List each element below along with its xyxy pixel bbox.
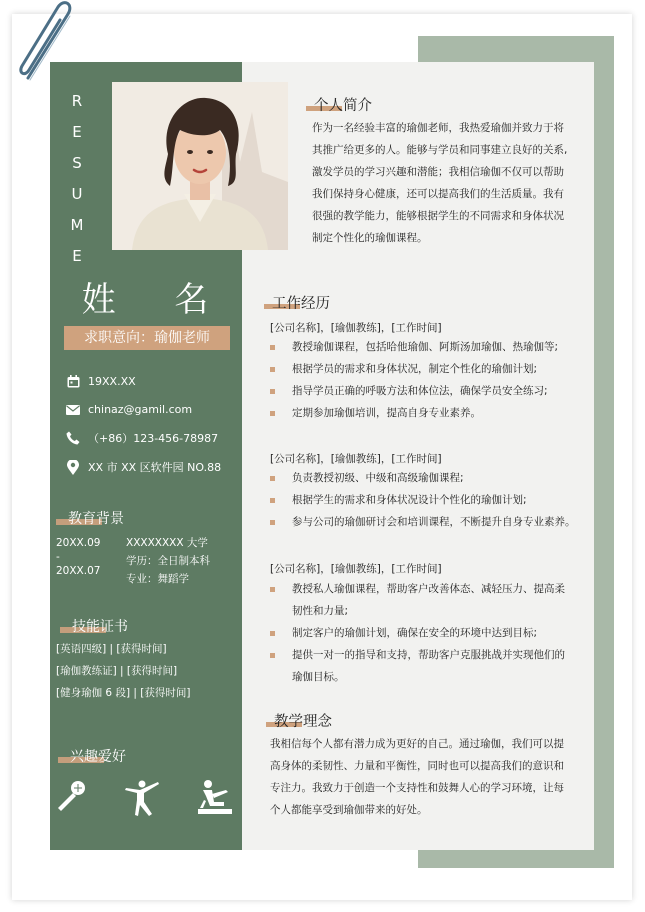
phone-text: （+86）123-456-78987: [88, 432, 219, 445]
education-dates: [56, 534, 100, 580]
contact-birthdate: [64, 375, 136, 388]
contact-address: [64, 459, 221, 475]
paperclip-icon: [8, 0, 78, 84]
intro-section-title: 个人简介: [314, 94, 372, 115]
work-section-title: 工作经历: [272, 292, 330, 313]
job-intent-badge: 求职意向：瑜伽老师: [64, 326, 230, 350]
education-section-title: 教育背景: [68, 508, 124, 528]
resume-letter: E: [72, 123, 82, 141]
birthdate-text: 19XX.XX: [88, 375, 136, 388]
edu-degree: 学历：全日制本科: [126, 555, 210, 567]
address-text: XX 市 XX 区软件园 NO.88: [88, 461, 222, 474]
email-text: chinaz@gamil.com: [88, 403, 193, 416]
skill-item: [英语四级] | [获得时间]: [56, 643, 167, 655]
job-header: [公司名称]，[瑜伽教练]，[工作时间]: [270, 322, 442, 334]
profile-photo: [112, 82, 288, 250]
job-bullet: 根据学员的需求和身体状况，制定个性化的瑜伽计划;: [270, 358, 586, 380]
edu-date-end: 20XX.07: [56, 565, 101, 577]
dance-icon: [122, 778, 162, 818]
job-bullet: 制定客户的瑜伽计划，确保在安全的环境中达到目标;: [270, 622, 586, 644]
job-bullet: 参与公司的瑜伽研讨会和培训课程，不断提升自身专业素养。: [270, 511, 586, 533]
job-bullet: 指导学员正确的呼吸方法和体位法，确保学员安全练习;: [270, 380, 586, 402]
contact-phone: [64, 430, 218, 446]
job-bullet: 根据学生的需求和身体状况设计个性化的瑜伽计划;: [270, 489, 586, 511]
resume-letter: M: [70, 216, 84, 234]
resume-letter: E: [72, 247, 82, 265]
job-bullet: 定期参加瑜伽培训，提高自身专业素养。: [270, 402, 586, 424]
job-bullet: 教授瑜伽课程，包括哈他瑜伽、阿斯汤加瑜伽、热瑜伽等;: [270, 336, 586, 358]
edu-date-sep: -: [56, 551, 60, 563]
location-icon: [64, 460, 82, 475]
job-header: [公司名称]，[瑜伽教练]，[工作时间]: [270, 453, 442, 465]
resume-letter: R: [71, 92, 83, 110]
job-bullet: 教授私人瑜伽课程，帮助客户改善体态、减轻压力、提高柔 韧性和力量;: [270, 578, 586, 622]
job-bullet: 提供一对一的指导和支持，帮助客户克服挑战并实现他们的 瑜伽目标。: [270, 644, 586, 688]
skill-item: [瑜伽教练证] | [获得时间]: [56, 665, 178, 677]
education-details: [126, 534, 210, 588]
phone-icon: [64, 431, 82, 445]
skills-section-title: 技能证书: [72, 616, 128, 636]
reading-icon: [194, 778, 234, 818]
resume-letter: S: [72, 154, 82, 172]
hobby-icons: [54, 778, 234, 818]
calendar-icon: [64, 375, 82, 388]
mail-icon: [64, 405, 82, 415]
edu-school: XXXXXXXX 大学: [126, 537, 208, 549]
contact-email: [64, 403, 192, 416]
philosophy-section-title: 教学理念: [274, 710, 332, 731]
edu-major: 专业：舞蹈学: [126, 573, 189, 585]
resume-vertical-label: [66, 86, 88, 272]
candidate-name: 姓 名: [81, 280, 233, 320]
resume-letter: U: [71, 185, 83, 203]
hobbies-section-title: 兴趣爱好: [70, 746, 126, 766]
philosophy-text: 我相信每个人都有潜力成为更好的自己。通过瑜伽，我们可以提 高身体的柔韧性、力量和平衡性，同时也可以提高我们的意识和 专注力。我致力于创造一个支持性和鼓舞人心的学习环境，让每 个人都能享受到瑜伽带来的好处。: [270, 738, 564, 816]
skill-item: [健身瑜伽 6 段] | [获得时间]: [56, 687, 191, 699]
intro-text: 作为一名经验丰富的瑜伽老师，我热爱瑜伽并致力于将 其推广给更多的人。能够与学员和同事建立良好的关系, 激发学员的学习兴趣和潜能；我相信瑜伽不仅可以帮助 我们保持身心健康，还可以提高我们的生活质量。我有 很强的教学能力，能够根据学生的不同需求和身体状况 制定个性化的瑜伽课程。: [312, 122, 568, 244]
job-header: [公司名称]，[瑜伽教练]，[工作时间]: [270, 563, 442, 575]
edu-date-start: 20XX.09: [56, 537, 101, 549]
job-bullet: 负责教授初级、中级和高级瑜伽课程;: [270, 467, 586, 489]
microphone-icon: [54, 778, 90, 814]
